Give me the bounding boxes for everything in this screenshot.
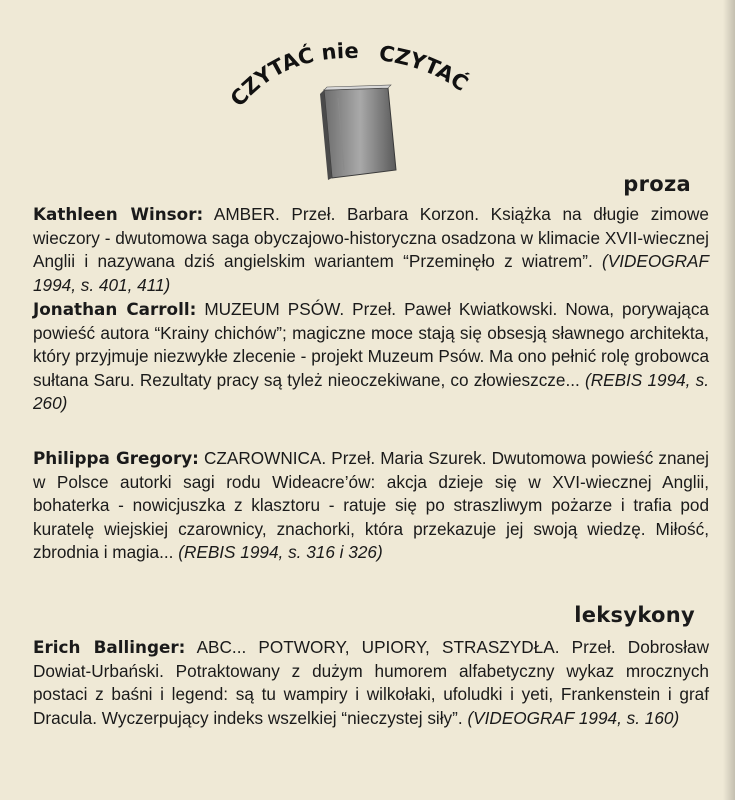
- header-title-right: CZYTAĆ: [377, 41, 473, 96]
- entry-author: Erich Ballinger:: [33, 637, 186, 657]
- entry-source: (REBIS 1994, s. 260): [33, 369, 710, 414]
- page-edge-shadow: [723, 0, 735, 800]
- entry-author: Kathleen Winsor:: [33, 204, 204, 224]
- entry-source: (VIDEOGRAF 1994, s. 160): [467, 707, 680, 728]
- entry-author: Philippa Gregory:: [33, 448, 199, 468]
- entry-author: Jonathan Carroll:: [33, 299, 197, 319]
- entry-source: (REBIS 1994, s. 316 i 326): [178, 542, 383, 563]
- entry-description: MUZEUM PSÓW. Przeł. Paweł Kwiatkowski. Nowa, porywająca powieść autora “Krainy chichów”; magiczne moce stają się obsesją sławnego architekta, który przyjmuje niezwykłe zlecenie - projekt Muzeum Psów. Ma ono pełnić rolę grobowca sułtana Saru. Rezultaty pracy są tyleż nieoczekiwane, co złowieszcze...: [33, 299, 709, 390]
- entry-description: CZAROWNICA. Przeł. Maria Szurek. Dwutomowa powieść znanej w Polsce autorki sagi rodu Wideacre’ów: akcja dzieje się w XVI-wiecznej Anglii, bohaterka - nowicjuszka z klasztoru - ratuje się po straszliwym pożarze i trafia pod kuratelę wiejskiej czarownicy, znachorki, która przekazuje jej swoją wiedzę. Miłość, zbrodnia i magia...: [33, 448, 710, 563]
- entry-description: AMBER. Przeł. Barbara Korzon. Książka na długie zimowe wieczory - dwutomowa saga obyczajowo-historyczna osadzona w klimacie XVII-wiecznej Anglii i nazywana dziś angielskim wariantem “Przeminęło z wiatrem”.: [33, 204, 709, 272]
- header-graphic: [225, 38, 488, 188]
- book-entry-ballinger: [33, 636, 709, 730]
- book-icon: [320, 85, 396, 180]
- section-heading-leksykony: leksykony: [574, 603, 695, 627]
- entry-description: ABC... POTWORY, UPIORY, STRASZYDŁA. Przeł. Dobrosław Dowiat-Urbański. Potraktowany z dużym humorem alfabetyczny wykaz mrocznych postaci z baśni i legend: są tu wampiry i wilkołaki, ufoludki i yeti, Frankenstein i graf Dracula. Wyczerpujący indeks wszelkiej “nieczystej siły”.: [33, 637, 709, 728]
- entry-source: (VIDEOGRAF 1994, s. 401, 411): [33, 251, 709, 295]
- book-entry-gregory: [33, 447, 709, 565]
- book-entry-carroll: [33, 298, 709, 416]
- header-title-left: CZYTAĆ nie: [225, 38, 359, 112]
- column-header: [225, 38, 488, 188]
- book-entry-winsor: [33, 203, 709, 297]
- section-heading-proza: proza: [623, 172, 691, 196]
